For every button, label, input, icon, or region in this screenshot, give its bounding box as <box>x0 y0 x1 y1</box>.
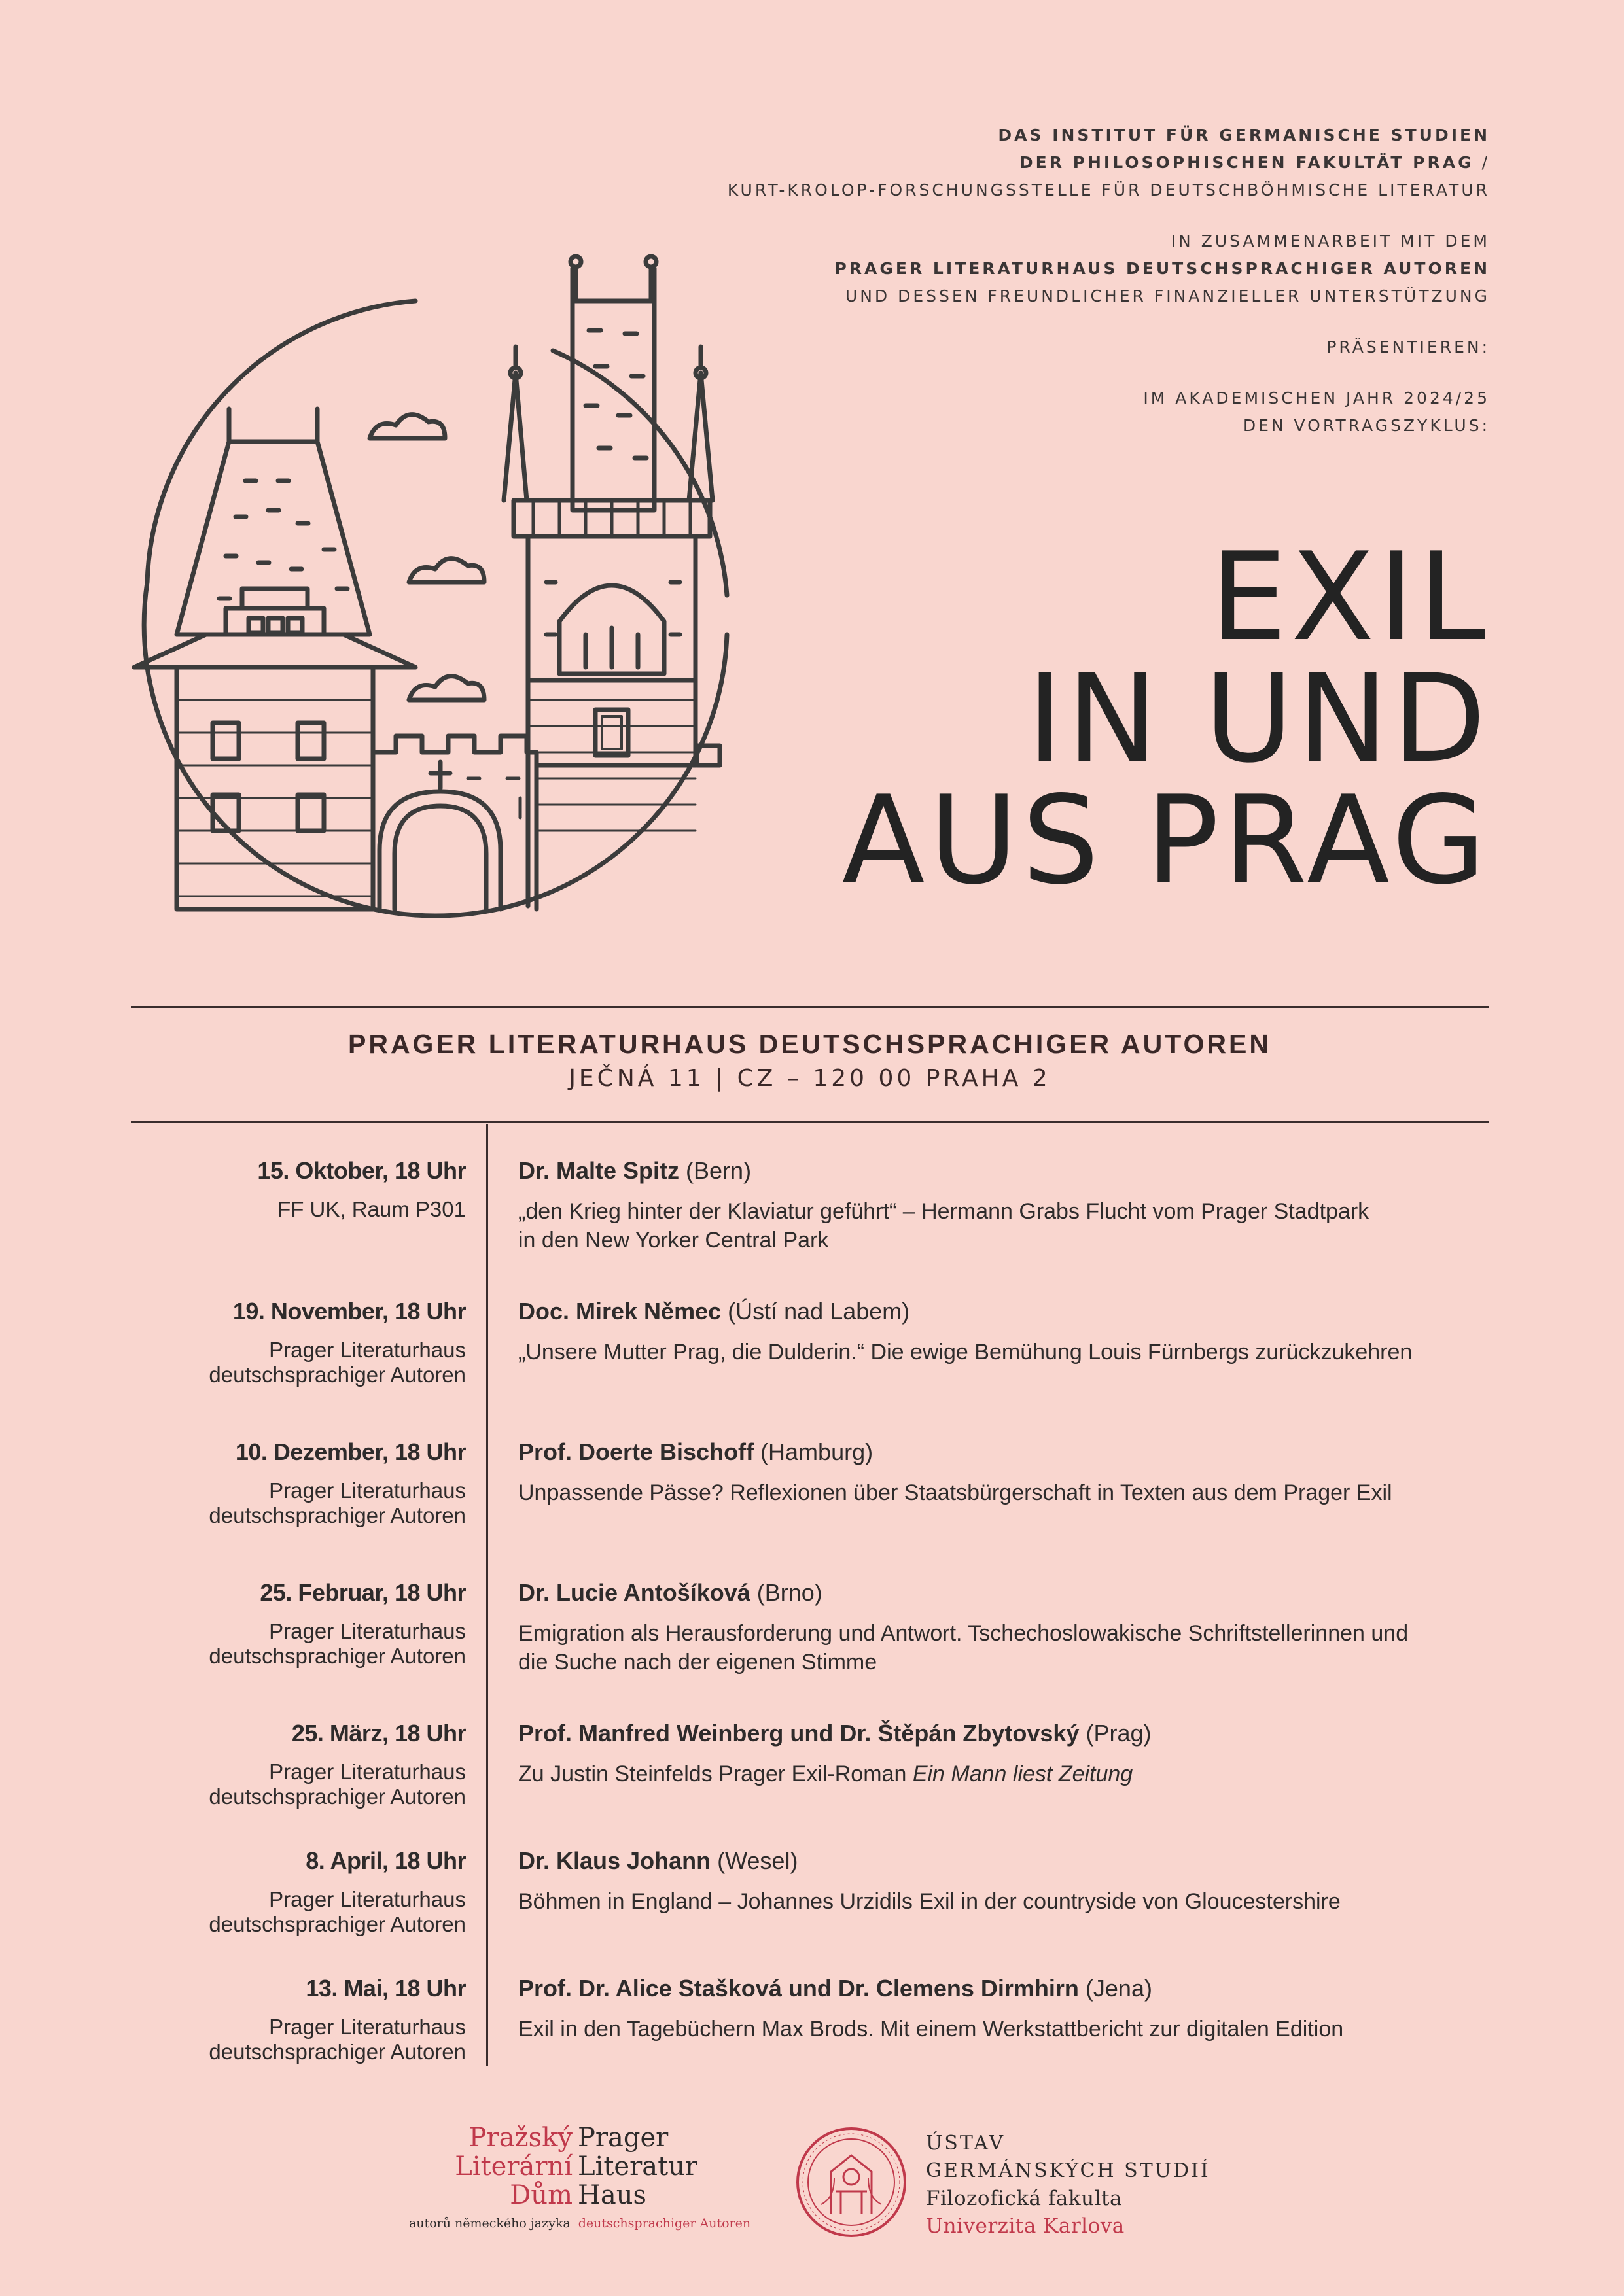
talk-line-2: in den New Yorker Central Park <box>518 1228 829 1253</box>
event-place <box>99 2015 466 2064</box>
event-place-line-1: Prager Literaturhaus <box>269 1338 466 1362</box>
talk-line-1: Exil in den Tagebüchern Max Brods. Mit einem Werkstattbericht zur digitalen Edition <box>518 2017 1344 2042</box>
divider-bottom <box>131 1121 1489 1123</box>
event-date: 13. Mai, 18 Uhr <box>306 1975 466 2002</box>
charles-university-seal <box>795 2126 908 2238</box>
ugs-line-4: Univerzita Karlova <box>926 2214 1125 2238</box>
event-speaker <box>518 1297 1500 1326</box>
org-line-2 <box>574 149 1490 177</box>
year-line-2: DEN VORTRAGSZYKLUS: <box>1243 416 1490 435</box>
event-place-line-1: Prager Literaturhaus <box>269 1619 466 1643</box>
ugs-line-1: ÚSTAV <box>926 2132 1006 2155</box>
speaker-affiliation: (Wesel) <box>711 1847 798 1874</box>
event-place-line-2: deutschsprachiger Autoren <box>209 1644 466 1668</box>
event-talk-title <box>518 1887 1500 1916</box>
event-talk-title <box>518 1197 1500 1255</box>
talk-line-1: Emigration als Herausforderung und Antwort. Tschechoslowakische Schriftstellerinnen und <box>518 1621 1409 1646</box>
ugs-logo <box>926 2130 1210 2240</box>
logo-de-line-3: Haus <box>578 2180 647 2210</box>
logo-cz-line-3: Dům <box>510 2180 573 2210</box>
venue-name: PRAGER LITERATURHAUS DEUTSCHSPRACHIGER AUTOREN <box>347 1029 1272 1059</box>
logo-de-line-2: Literatur <box>578 2151 698 2182</box>
prague-tower-illustration <box>128 242 743 929</box>
org-line-3: KURT-KROLOP-FORSCHUNGSSTELLE FÜR DEUTSCHBÖHMISCHE LITERATUR <box>727 181 1490 200</box>
event-place-line-2: deutschsprachiger Autoren <box>209 1503 466 1527</box>
speaker-name: Prof. Manfred Weinberg und Dr. Štěpán Zbytovský <box>518 1720 1080 1747</box>
event-place-line-2: deutschsprachiger Autoren <box>209 1363 466 1387</box>
coop-line-2: PRAGER LITERATURHAUS DEUTSCHSPRACHIGER AUTOREN <box>834 259 1490 278</box>
event-talk-title <box>518 1478 1500 1507</box>
event-date: 25. Februar, 18 Uhr <box>260 1579 466 1606</box>
speaker-name: Dr. Klaus Johann <box>518 1847 711 1874</box>
logo-cz-line-1: Pražský <box>468 2123 573 2153</box>
talk-line-1: „Unsere Mutter Prag, die Dulderin.“ Die ewige Bemühung Louis Fürnbergs zurückzukehren <box>518 1340 1413 1365</box>
event-place <box>99 1478 466 1528</box>
speaker-affiliation: (Jena) <box>1078 1975 1152 2002</box>
speaker-name: Prof. Dr. Alice Stašková und Dr. Clemens Dirmhirn <box>518 1975 1079 2002</box>
org-line-2-text: DER PHILOSOPHISCHEN FAKULTÄT PRAG <box>1019 153 1474 172</box>
divider-top <box>131 1006 1489 1008</box>
title-line-1: EXIL <box>1210 526 1490 668</box>
event-place <box>99 1197 466 1222</box>
prager-literaturhaus-logo <box>409 2125 749 2242</box>
talk-line-1: Zu Justin Steinfelds Prager Exil-Roman <box>518 1762 913 1786</box>
event-place <box>99 1760 466 1809</box>
event-date: 10. Dezember, 18 Uhr <box>235 1438 466 1465</box>
present-line: PRÄSENTIEREN: <box>1326 338 1490 357</box>
event-date: 19. November, 18 Uhr <box>232 1298 466 1325</box>
event-place-line-1: Prager Literaturhaus <box>269 1478 466 1503</box>
event-speaker <box>518 1438 1500 1467</box>
event-talk-title <box>518 1338 1500 1366</box>
speaker-name: Doc. Mirek Němec <box>518 1298 722 1325</box>
talk-line-2: die Suche nach der eigenen Stimme <box>518 1650 877 1675</box>
talk-line-1: „den Krieg hinter der Klaviatur geführt“ – Hermann Grabs Flucht vom Prager Stadtpark <box>518 1199 1369 1224</box>
speaker-affiliation: (Bern) <box>679 1157 752 1184</box>
event-talk-title <box>518 2015 1500 2044</box>
coop-line-3: UND DESSEN FREUNDLICHER FINANZIELLER UNTERSTÜTZUNG <box>845 287 1490 305</box>
year-line-1: IM AKADEMISCHEN JAHR 2024/25 <box>1143 389 1490 408</box>
speaker-affiliation: (Ústí nad Labem) <box>721 1298 910 1325</box>
event-place-line-2: deutschsprachiger Autoren <box>209 2040 466 2064</box>
poster-title <box>705 526 1490 911</box>
speaker-affiliation: (Prag) <box>1079 1720 1152 1747</box>
event-place <box>99 1338 466 1387</box>
venue-address: JEČNÁ 11 | CZ – 120 00 PRAHA 2 <box>569 1065 1051 1092</box>
logo-cz-line-2: Literární <box>455 2151 573 2182</box>
event-speaker <box>518 1974 1500 2003</box>
event-speaker <box>518 1847 1500 1875</box>
ugs-line-3: Filozofická fakulta <box>926 2187 1122 2210</box>
speaker-affiliation: (Brno) <box>750 1579 822 1606</box>
event-place-line-1: Prager Literaturhaus <box>269 1887 466 1911</box>
speaker-affiliation: (Hamburg) <box>754 1438 874 1465</box>
logo-sub-cz: autorů německého jazyka <box>409 2216 571 2231</box>
title-line-3: AUS PRAG <box>841 769 1490 911</box>
schedule-divider <box>486 1124 488 2066</box>
event-date: 8. April, 18 Uhr <box>306 1847 466 1874</box>
speaker-name: Dr. Lucie Antošíková <box>518 1579 750 1606</box>
event-place-line-1: Prager Literaturhaus <box>269 1760 466 1784</box>
event-place-line-2: deutschsprachiger Autoren <box>209 1912 466 1936</box>
talk-italic-title: Ein Mann liest Zeitung <box>912 1762 1133 1786</box>
event-place-line-2: deutschsprachiger Autoren <box>209 1784 466 1809</box>
logo-de-line-1: Prager <box>578 2123 669 2153</box>
speaker-name: Dr. Malte Spitz <box>518 1157 680 1184</box>
speaker-name: Prof. Doerte Bischoff <box>518 1438 754 1465</box>
event-place <box>99 1887 466 1937</box>
talk-line-1: Unpassende Pässe? Reflexionen über Staatsbürgerschaft in Texten aus dem Prager Exil <box>518 1480 1392 1505</box>
event-date: 15. Oktober, 18 Uhr <box>257 1157 466 1184</box>
event-talk-title <box>518 1760 1500 1788</box>
event-speaker <box>518 1719 1500 1748</box>
event-date: 25. März, 18 Uhr <box>291 1720 466 1747</box>
talk-line-1: Böhmen in England – Johannes Urzidils Exil in der countryside von Gloucestershire <box>518 1889 1341 1914</box>
event-place-line-1: Prager Literaturhaus <box>269 2015 466 2039</box>
org-line-1: DAS INSTITUT FÜR GERMANISCHE STUDIEN <box>998 126 1490 145</box>
event-talk-title <box>518 1619 1500 1677</box>
title-line-2: IN UND <box>1027 648 1490 790</box>
org-line-2-separator: / <box>1474 153 1490 172</box>
logo-sub-de: deutschsprachiger Autoren <box>578 2216 751 2231</box>
event-place-line-1: FF UK, Raum P301 <box>277 1197 466 1221</box>
event-place <box>99 1619 466 1669</box>
logo-subtitle <box>409 2216 750 2231</box>
coop-line-1: IN ZUSAMMENARBEIT MIT DEM <box>1171 232 1490 251</box>
event-speaker <box>518 1578 1500 1607</box>
ugs-line-2: GERMÁNSKÝCH STUDIÍ <box>926 2159 1210 2182</box>
event-speaker <box>518 1157 1500 1185</box>
